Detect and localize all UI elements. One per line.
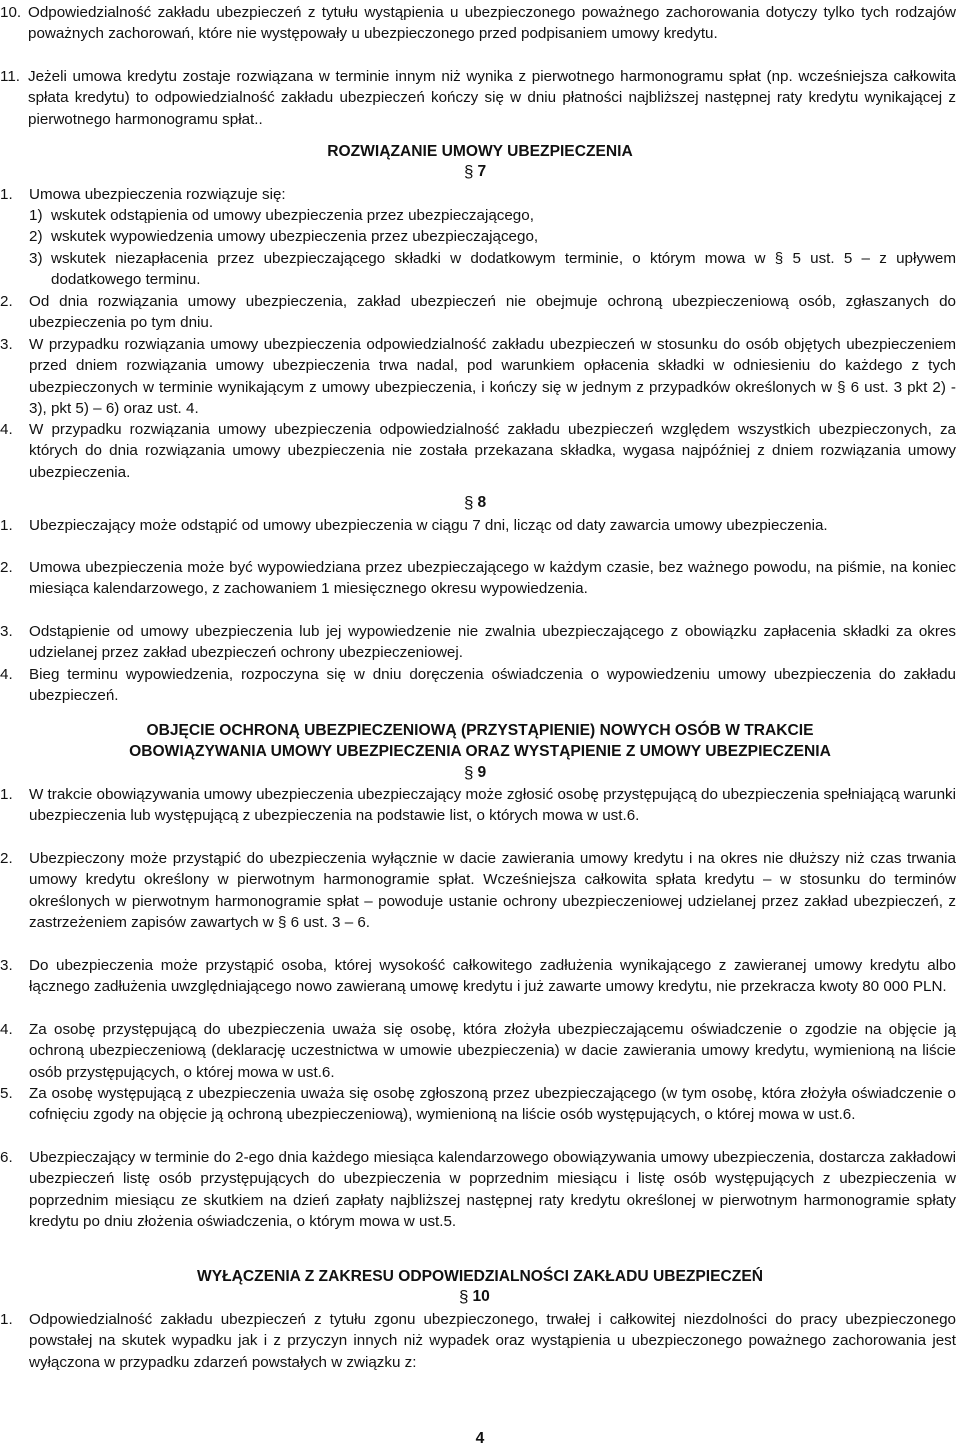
paragraph-number-value: 9: [477, 764, 487, 781]
item-text: Umowa ubezpieczenia może być wypowiedziana przez ubezpieczającego w każdym czasie, bez ważnego powodu, na piśmie, na koniec miesiąca kalendarzowego, z zachowaniem 1 miesięcznego okresu wypowiedzenia.: [29, 559, 956, 598]
list-item: [0, 1147, 956, 1233]
item-text: Odstąpienie od umowy ubezpieczenia lub jej wypowiedzenie nie zwalnia ubezpieczającego z obowiązku zapłacenia składki za okres udzielanej przez zakład ubezpieczeń ochrony ubezpieczeniowej.: [29, 623, 956, 662]
item-number: 5.: [0, 1085, 13, 1102]
list-item: [0, 2, 956, 45]
item-text: Za osobę przystępującą do ubezpieczenia uważa się osobę, która złożyła ubezpieczającemu oświadczenie o zgodzie na objęcie ją ochroną ubezpieczeniową (deklarację uczestnictwa w umowie ubezpieczenia) w dacie zawierania umowy kredytu, wymienioną na liście osób przystępujących, o której mowa w ust.6.: [29, 1021, 956, 1081]
list-item: [0, 334, 956, 420]
section-sign-icon: §: [464, 162, 474, 181]
section-sign-icon: §: [459, 1287, 469, 1306]
item-number: 2.: [0, 293, 13, 310]
item-text: W przypadku rozwiązania umowy ubezpieczenia odpowiedzialność zakładu ubezpieczeń w stosunku do osób objętych ubezpieczeniem przed dniem rozwiązania umowy ubezpieczenia trwa nadal, pod warunkiem opłacenia składki w odniesieniu do każdego z tych ubezpieczonych w terminie wynikającym z umowy ubezpieczenia, i kończy się w jednym z przypadków określonych w § 6 ust. 3 pkt 2) - 3), pkt 5) – 6) oraz ust. 4.: [29, 336, 956, 418]
paragraph-number-value: 8: [477, 494, 487, 511]
item-text: Jeżeli umowa kredytu zostaje rozwiązana w terminie innym niż wynika z pierwotnego harmonogramu spłat (np. wcześniejsza całkowita spłata kredytu) to odpowiedzialność zakładu ubezpieczeń kończy się w dniu płatności najbliższej następnej raty kredytu wynikającej z pierwotnego harmonogramu spłat..: [28, 68, 956, 128]
paragraph-number-value: 7: [477, 163, 487, 180]
sub-list-item: [29, 226, 956, 247]
item-number: 3.: [0, 957, 13, 974]
item-number: 3.: [0, 336, 13, 353]
item-number: 6.: [0, 1149, 13, 1166]
item-number: 3.: [0, 623, 13, 640]
list-item: [0, 955, 956, 998]
sub-item-text: wskutek niezapłacenia przez ubezpieczającego składki w dodatkowym terminie, o którym mowa w § 5 ust. 5 – z upływem dodatkowego terminu.: [51, 250, 956, 289]
paragraph-number: [464, 762, 486, 783]
sub-item-number: 3): [29, 250, 43, 267]
paragraph-number-value: 10: [472, 1288, 490, 1305]
list-item: [0, 1309, 956, 1373]
page-number: 4: [475, 1430, 485, 1447]
item-number: 2.: [0, 559, 13, 576]
list-item: [0, 784, 956, 827]
item-text: Odpowiedzialność zakładu ubezpieczeń z tytułu wystąpienia u ubezpieczonego poważnego zachorowania dotyczy tylko tych rodzajów poważnych zachorowań, które nie występowały u ubezpieczonego przed podpisaniem umowy kredytu.: [28, 4, 956, 43]
paragraph-number: [459, 1286, 490, 1307]
section-sign-icon: §: [464, 763, 474, 782]
sub-list-item: [29, 205, 956, 226]
item-number: 2.: [0, 850, 13, 867]
list-item: [0, 291, 956, 334]
list-item: [0, 515, 956, 536]
item-number: 1.: [0, 1311, 13, 1328]
list-item: [0, 1019, 956, 1083]
item-text: Ubezpieczony może przystąpić do ubezpieczenia wyłącznie w dacie zawierania umowy kredytu i na okres nie dłuższy niż czas trwania umowy kredytu określony w pierwotnym harmonogramie spłat. Wcześniejsza całkowita spłata kredytu – w stosunku do terminów określonych w pierwotnym harmonogramie spłat – powoduje ustanie ochrony ubezpieczeniowej udzielanej przez zakład ubezpieczeń, z zastrzeżeniem zapisów zawartych w § 6 ust. 3 – 6.: [29, 850, 956, 932]
item-text: Umowa ubezpieczenia rozwiązuje się:: [29, 186, 286, 203]
section-heading: WYŁĄCZENIA Z ZAKRESU ODPOWIEDZIALNOŚCI ZAKŁADU UBEZPIECZEŃ: [197, 1268, 763, 1285]
sub-item-text: wskutek wypowiedzenia umowy ubezpieczenia przez ubezpieczającego,: [51, 228, 539, 245]
item-number: 1.: [0, 517, 13, 534]
sub-item-number: 2): [29, 228, 43, 245]
item-text: Ubezpieczający w terminie do 2-ego dnia każdego miesiąca kalendarzowego obowiązywania umowy ubezpieczenia, dostarcza zakładowi ubezpieczeń listę osób przystępujących do ubezpieczenia w poprzednim miesiącu i listę osób występujących z ubezpieczenia w poprzednim miesiącu ze skutkiem na dzień zapłaty najbliższej następnej raty kredytu określonej w pierwotnym harmonogramie spłaty kredytu po dniu złożenia oświadczenia, o którym mowa w ust.5.: [29, 1149, 956, 1231]
sub-item-number: 1): [29, 207, 43, 224]
item-number: 1.: [0, 186, 13, 203]
item-number: 11.: [0, 68, 20, 85]
item-text: W trakcie obowiązywania umowy ubezpieczenia ubezpieczający może zgłosić osobę przystępującą do ubezpieczenia spełniającą warunki ubezpieczenia lub występującą z ubezpieczenia na podstawie list, o których mowa w ust.6.: [29, 786, 956, 825]
section-sign-icon: §: [464, 493, 474, 512]
item-text: Od dnia rozwiązania umowy ubezpieczenia, zakład ubezpieczeń nie obejmuje ochroną ubezpieczeniową osób, zgłaszanych do ubezpieczenia po tym dniu.: [29, 293, 956, 332]
item-number: 4.: [0, 666, 13, 683]
item-text: Za osobę występującą z ubezpieczenia uważa się osobę zgłoszoną przez ubezpieczającego (w tym osobę, która złożyła oświadczenie o cofnięciu zgody na objęcie ją ochroną ubezpieczeniową), wymienioną na liście osób występujących, o której mowa w ust.6.: [29, 1085, 956, 1124]
item-number: 10.: [0, 4, 22, 21]
list-item: [0, 848, 956, 934]
item-text: Odpowiedzialność zakładu ubezpieczeń z tytułu zgonu ubezpieczonego, trwałej i całkowitej niezdolności do pracy ubezpieczonego powstałej na skutek wypadku jak i z przyczyn innych niż wypadek oraz wystąpienia u ubezpieczonego poważnego zachorowania jest wyłączona w przypadku zdarzeń powstałych w związku z:: [29, 1311, 956, 1371]
list-item: [0, 66, 956, 130]
section-heading: OBJĘCIE OCHRONĄ UBEZPIECZENIOWĄ (PRZYSTĄPIENIE) NOWYCH OSÓB W TRAKCIE: [146, 722, 814, 739]
section-heading: ROZWIĄZANIE UMOWY UBEZPIECZENIA: [327, 143, 633, 160]
list-item: [0, 557, 956, 600]
item-number: 4.: [0, 1021, 13, 1038]
item-number: 4.: [0, 421, 13, 438]
list-item: [0, 419, 956, 483]
sub-item-text: wskutek odstąpienia od umowy ubezpieczenia przez ubezpieczającego,: [51, 207, 534, 224]
list-item: [0, 1083, 956, 1126]
list-item: [0, 621, 956, 664]
item-text: Ubezpieczający może odstąpić od umowy ubezpieczenia w ciągu 7 dni, licząc od daty zawarcia umowy ubezpieczenia.: [29, 517, 828, 534]
item-text: W przypadku rozwiązania umowy ubezpieczenia odpowiedzialność zakładu ubezpieczeń względem wszystkich ubezpieczonych, za których do dnia rozwiązania umowy ubezpieczenia nie została przekazana składka, wygasa najpóźniej z dniem rozwiązania umowy ubezpieczenia.: [29, 421, 956, 481]
sub-list-item: [29, 248, 956, 291]
list-item: [0, 664, 956, 707]
paragraph-number: [464, 161, 486, 182]
list-item: [0, 184, 956, 205]
section-heading: OBOWIĄZYWANIA UMOWY UBEZPIECZENIA ORAZ WYSTĄPIENIE Z UMOWY UBEZPIECZENIA: [129, 743, 831, 760]
item-text: Do ubezpieczenia może przystąpić osoba, której wysokość całkowitego zadłużenia wynikającego z zawieranej umowy kredytu albo łącznego zadłużenia uwzględniającego nowo zawieraną umowę kredytu i już zawarte umowy kredytu, nie przekracza kwoty 80 000 PLN.: [29, 957, 956, 996]
item-text: Bieg terminu wypowiedzenia, rozpoczyna się w dniu doręczenia oświadczenia o wypowiedzeniu umowy ubezpieczenia do zakładu ubezpieczeń.: [29, 666, 956, 705]
paragraph-number: [464, 492, 486, 513]
item-number: 1.: [0, 786, 13, 803]
